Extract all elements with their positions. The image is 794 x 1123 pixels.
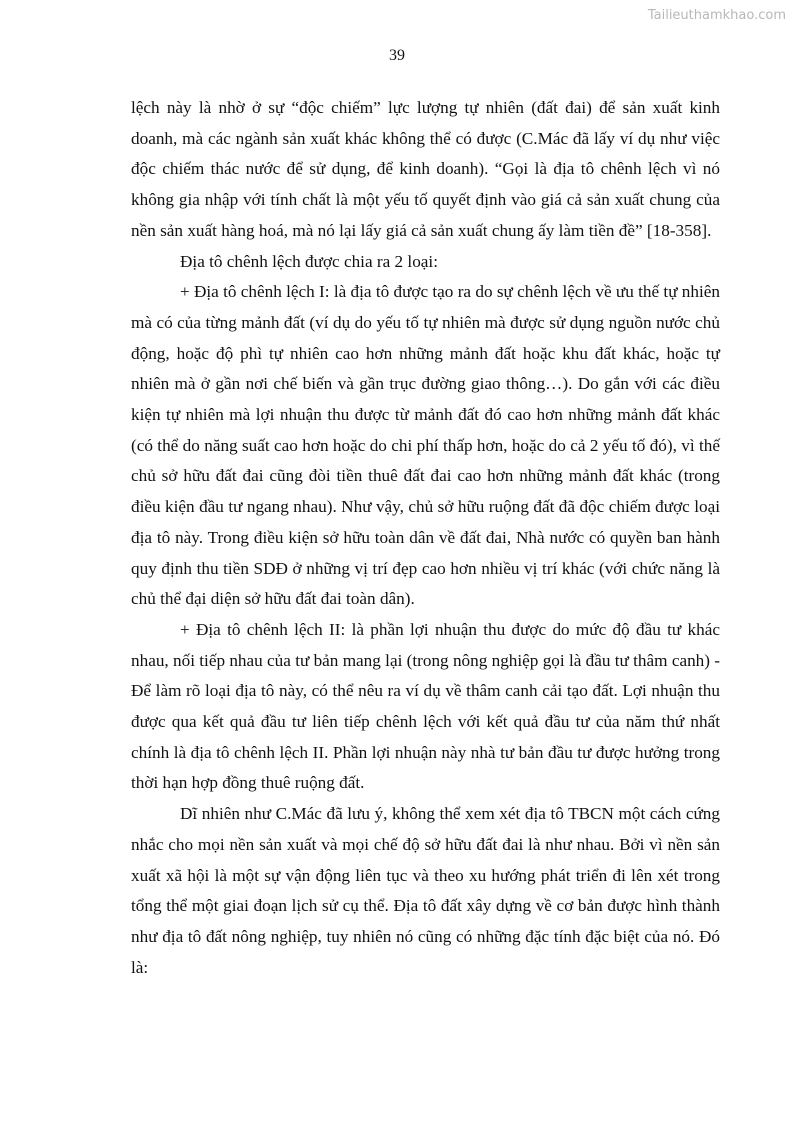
- watermark: Tailieuthamkhao.com: [647, 8, 786, 23]
- paragraph-rent-type-1: + Địa tô chênh lệch I: là địa tô được tạo ra do sự chênh lệch về ưu thế tự nhiên mà có của từng mảnh đất (ví dụ do yếu tố tự nhiên mà được sử dụng nguồn nước chủ động, hoặc độ phì tự nhiên cao hơn những mảnh đất hoặc khu đất khác, hoặc tự nhiên mà ở gần nơi chế biến và gần trục đường giao thông…). Do gắn với các điều kiện tự nhiên mà lợi nhuận thu được từ mảnh đất đó cao hơn những mảnh đất khác (có thể do năng suất cao hơn hoặc do chi phí thấp hơn, hoặc do cả 2 yếu tố đó), vì thế chủ sở hữu đất đai cũng đòi tiền thuê đất đai cao hơn những mảnh đất khác (trong điều kiện đầu tư ngang nhau). Như vậy, chủ sở hữu ruộng đất đã độc chiếm được loại địa tô này. Trong điều kiện sở hữu toàn dân về đất đai, Nhà nước có quyền ban hành quy định thu tiền SDĐ ở những vị trí đẹp cao hơn nhiều vị trí khác (với chức năng là chủ thể đại diện sở hữu đất đai toàn dân).: [131, 282, 720, 609]
- paragraph-marx-note: Dĩ nhiên như C.Mác đã lưu ý, không thể xem xét địa tô TBCN một cách cứng nhắc cho mọi nền sản xuất và mọi chế độ sở hữu đất đai là như nhau. Bởi vì nền sản xuất xã hội là một sự vận động liên tục và theo xu hướng phát triển đi lên xét trong tổng thể một giai đoạn lịch sử cụ thể. Địa tô đất xây dựng về cơ bản được hình thành như địa tô đất nông nghiệp, tuy nhiên nó cũng có những đặc tính đặc biệt của nó. Đó là:: [131, 804, 720, 977]
- page-number: 39: [389, 47, 405, 64]
- paragraph-types-intro: Địa tô chênh lệch được chia ra 2 loại:: [180, 251, 438, 271]
- document-body: [131, 93, 720, 983]
- paragraph-continuation: lệch này là nhờ ở sự “độc chiếm” lực lượng tự nhiên (đất đai) để sản xuất kinh doanh, mà các ngành sản xuất khác không thể có được (C.Mác đã lấy ví dụ như việc độc chiếm thác nước để sử dụng, để kinh doanh). “Gọi là địa tô chênh lệch vì nó không gia nhập với tính chất là một yếu tố quyết định vào giá cả sản xuất chung của nền sản xuất hàng hoá, mà nó lại lấy giá cả sản xuất chung ấy làm tiền đề” [18-358].: [131, 98, 720, 240]
- paragraph-rent-type-2: + Địa tô chênh lệch II: là phần lợi nhuận thu được do mức độ đầu tư khác nhau, nối tiếp nhau của tư bản mang lại (trong nông nghiệp gọi là đầu tư thâm canh) - Để làm rõ loại địa tô này, có thể nêu ra ví dụ về thâm canh cải tạo đất. Lợi nhuận thu được qua kết quả đầu tư liên tiếp chênh lệch với kết quả đầu tư của năm thứ nhất chính là địa tô chênh lệch II. Phần lợi nhuận này nhà tư bản đầu tư được hưởng trong thời hạn hợp đồng thuê ruộng đất.: [131, 619, 721, 793]
